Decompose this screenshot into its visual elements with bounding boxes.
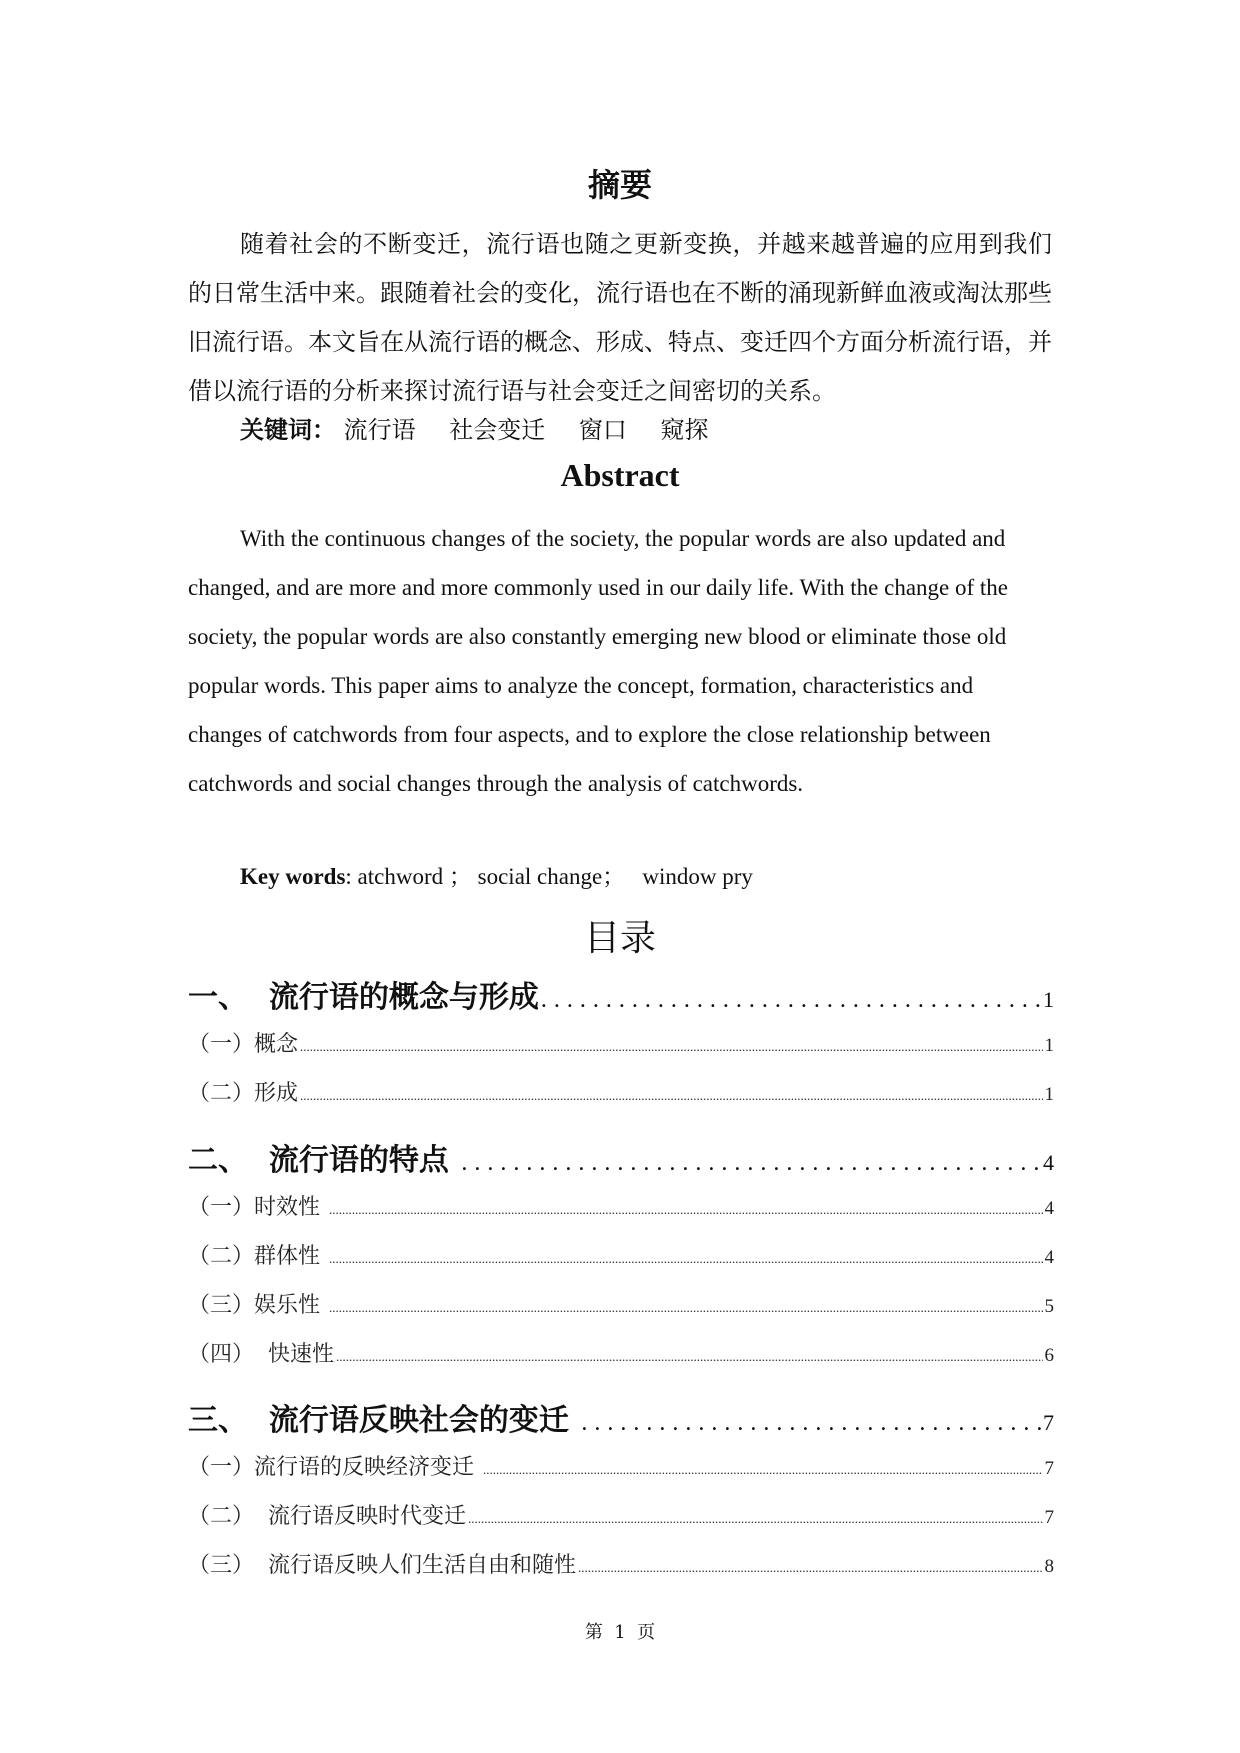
- toc-entry-page: 1: [1044, 1084, 1054, 1105]
- keyword: 社会变迁: [449, 416, 546, 444]
- toc-leader-dots: [541, 987, 1041, 1014]
- abstract-en-body: With the continuous changes of the society, the popular words are also updated and changed, and are more and more commonly used in our daily life. With the change of the society, the popular words are also constantly emerging new blood or eliminate those old popular words. This paper aims to analyze the concept, formation, characteristics and changes of catchwords from four aspects, and to explore the close relationship between catchwords and social changes through the analysis of catchwords.: [188, 526, 1008, 796]
- keywords-label: 关键词：: [240, 415, 336, 444]
- abstract-zh-keywords: [240, 410, 735, 445]
- toc-leader-dots: [300, 1039, 1042, 1055]
- toc-leader-dots: [468, 1511, 1043, 1527]
- toc-leader-dots: [461, 1150, 1041, 1177]
- toc-leader-dots: [329, 1300, 1043, 1316]
- toc-leader-dots: [300, 1088, 1042, 1104]
- keyword: 流行语: [343, 416, 416, 444]
- keyword: 窗口: [578, 416, 627, 444]
- toc-entry-page: 4: [1043, 1150, 1054, 1175]
- toc-entry-label: （二）形成: [188, 1081, 299, 1106]
- key-words-text: : atchword ； social change； window pry: [345, 864, 753, 889]
- toc-entry[interactable]: [188, 1076, 1054, 1107]
- toc-entry-label: （一）概念: [188, 1032, 299, 1057]
- toc-entry[interactable]: [188, 1450, 1054, 1481]
- toc-entry-page: 4: [1044, 1198, 1054, 1219]
- abstract-en-title: Abstract: [560, 457, 680, 493]
- toc-entry-label: （四） 快速性: [188, 1342, 334, 1367]
- abstract-zh-body: 随着社会的不断变迁，流行语也随之更新变换，并越来越普遍的应用到我们的日常生活中来。跟随着社会的变化，流行语也在不断的涌现新鲜血液或淘汰那些旧流行语。本文旨在从流行语的概念、形成、特点、变迁四个方面分析流行语，并借以流行语的分析来探讨流行语与社会变迁之间密切的关系。: [188, 230, 1052, 405]
- toc-entry-page: 7: [1044, 1507, 1054, 1528]
- toc-leader-dots: [336, 1349, 1043, 1365]
- toc-title: 目录: [583, 918, 656, 958]
- keyword: 窥探: [660, 416, 709, 444]
- abstract-zh-title: 摘要: [587, 167, 652, 203]
- toc-leader-dots: [329, 1251, 1043, 1267]
- toc-entry-label: （二）群体性: [188, 1244, 327, 1269]
- toc-leader-dots: [581, 1410, 1041, 1437]
- toc-entry-label: 三、 流行语反映社会的变迁: [188, 1403, 580, 1438]
- toc-entry[interactable]: [188, 1135, 1054, 1179]
- toc-entry-label: （二） 流行语反映时代变迁: [188, 1504, 466, 1529]
- toc-entry-page: 5: [1044, 1296, 1054, 1317]
- toc-entry-label: 二、 流行语的特点: [188, 1143, 460, 1178]
- toc-entry-label: 一、 流行语的概念与形成: [188, 980, 539, 1015]
- toc-leader-dots: [578, 1560, 1043, 1576]
- toc-entry[interactable]: [188, 972, 1054, 1016]
- key-words-label: Key words: [240, 864, 346, 889]
- toc-entry-label: （三）娱乐性: [188, 1293, 327, 1318]
- toc-entry[interactable]: [188, 1239, 1054, 1270]
- toc-entry[interactable]: [188, 1395, 1054, 1439]
- toc-entry-page: 1: [1044, 1035, 1054, 1056]
- toc-entry-label: （一）时效性: [188, 1195, 327, 1220]
- toc-entry-label: （一）流行语的反映经济变迁: [188, 1455, 481, 1480]
- toc-entry-page: 6: [1044, 1345, 1054, 1366]
- toc-entry-page: 8: [1044, 1556, 1054, 1577]
- toc-entry[interactable]: [188, 1288, 1054, 1319]
- page-number-footer: 第 1 页: [584, 1622, 656, 1643]
- toc-entry[interactable]: [188, 1548, 1054, 1579]
- toc-leader-dots: [329, 1202, 1043, 1218]
- toc-entry-page: 4: [1044, 1247, 1054, 1268]
- toc-entry-page: 7: [1043, 1410, 1054, 1435]
- toc-entry[interactable]: [188, 1337, 1054, 1368]
- toc-entry[interactable]: [188, 1499, 1054, 1530]
- toc-entry-page: 7: [1044, 1458, 1054, 1479]
- toc-entry-label: （三） 流行语反映人们生活自由和随性: [188, 1553, 576, 1578]
- toc-entry-page: 1: [1043, 987, 1054, 1012]
- toc-entry[interactable]: [188, 1027, 1054, 1058]
- toc-leader-dots: [483, 1462, 1043, 1478]
- abstract-en-keywords: [240, 858, 753, 891]
- toc-entry[interactable]: [188, 1190, 1054, 1221]
